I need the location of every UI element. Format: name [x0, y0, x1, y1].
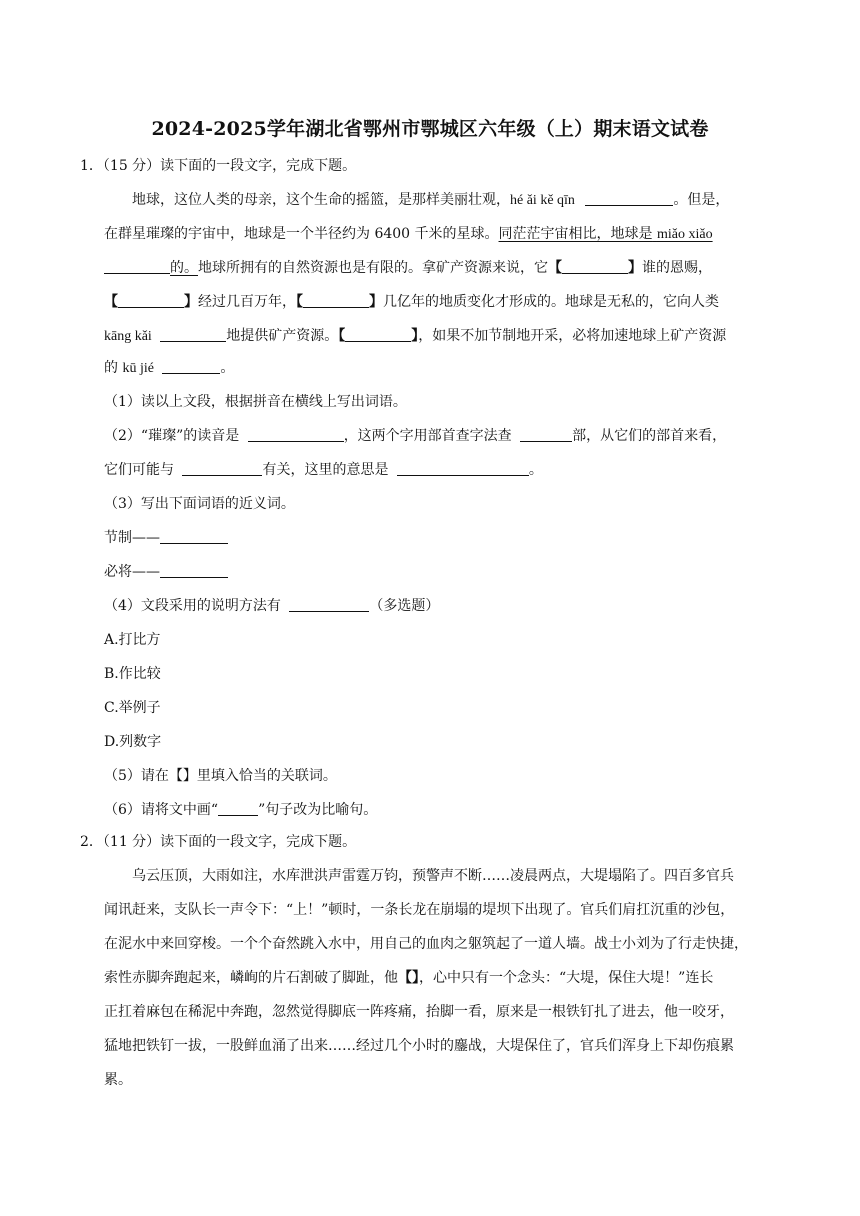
conjunction-blank[interactable] — [303, 292, 369, 308]
bracket-close: 】 — [628, 260, 642, 276]
sub-question-2 — [104, 426, 726, 446]
passage-text: ，如果不加节制地开采，必将加速地球上矿产资源 — [418, 328, 727, 344]
bracket-open: 【 — [296, 294, 303, 310]
bracket-close: 】 — [369, 294, 383, 310]
question-text: ”句子改为比喻句。 — [258, 802, 378, 818]
passage-line: 乌云压顶，大雨如注，水库泄洪声雷霆万钧，预警声不断……凌晨两点，大堤塌陷了。四百多官兵 — [132, 868, 734, 884]
bracket-close: 】 — [411, 328, 419, 344]
conjunction-blank[interactable] — [562, 258, 628, 274]
pinyin-prompt: kāng kǎi — [104, 329, 152, 344]
question-text: 有关，这里的意思是 — [262, 462, 389, 478]
passage-line: 闻讯赶来，支队长一声令下：“上！”顿时，一条长龙在崩塌的堤坝下出现了。官兵们肩扛沉重的沙包， — [104, 902, 735, 918]
synonym-item — [104, 528, 228, 548]
passage-text: 在群星璀璨的宇宙中，地球是一个半径约为 6400 千米的星球。 — [104, 226, 499, 242]
answer-blank[interactable] — [182, 460, 262, 476]
option-a[interactable]: A.打比方 — [104, 632, 161, 648]
fill-bracket[interactable]: 【】 — [398, 970, 419, 986]
sub-question-1: （1）读以上文段，根据拼音在横线上写出词语。 — [104, 394, 407, 410]
pinyin-prompt: kū jié — [122, 361, 154, 376]
passage-line — [104, 968, 713, 988]
conjunction-blank[interactable] — [345, 326, 411, 342]
sub-question-2-cont — [104, 460, 543, 480]
passage-line: 猛地把铁钉一拔，一股鲜血涌了出来……经过几个小时的鏖战，大堤保住了，官兵们浑身上下却伤痕累 — [104, 1038, 734, 1054]
answer-blank[interactable] — [397, 460, 529, 476]
answer-blank[interactable] — [585, 190, 673, 206]
passage-text: 几亿年的地质变化才形成的。地球是无私的，它向人类 — [383, 294, 719, 310]
passage-text: ，心中只有一个念头：“大堤，保住大堤！”连长 — [419, 970, 714, 986]
passage-line — [104, 258, 712, 278]
passage-text: 谁的恩赐， — [642, 260, 712, 276]
sub-question-6 — [104, 800, 377, 820]
answer-blank[interactable] — [160, 562, 228, 578]
answer-blank[interactable] — [160, 528, 228, 544]
answer-blank[interactable] — [162, 358, 220, 374]
option-c[interactable]: C.举例子 — [104, 700, 161, 716]
passage-line: 正扛着麻包在稀泥中奔跑，忽然觉得脚底一阵疼痛，抬脚一看，原来是一根铁钉扎了进去，他一咬牙， — [104, 1004, 734, 1020]
bracket-open: 【 — [338, 328, 346, 344]
passage-line — [132, 190, 729, 211]
underlined-text: 的。 — [170, 260, 198, 276]
bracket-close: 】 — [184, 294, 198, 310]
passage-text: 经过几百万年， — [198, 294, 296, 310]
passage-line: 在泥水中来回穿梭。一个个奋然跳入水中，用自己的血肉之躯筑起了一道人墙。战士小刘为了行走快捷， — [104, 936, 748, 952]
question-text: 。 — [528, 462, 543, 478]
question-1-header — [80, 156, 356, 176]
question-number: 1． — [80, 158, 103, 174]
question-text: 部，从它们的部首来看， — [572, 428, 727, 444]
pinyin-prompt: hé ǎi kě qīn — [510, 193, 575, 208]
underlined-sentence — [499, 226, 713, 242]
sub-question-5: （5）请在【】里填入恰当的关联词。 — [104, 768, 337, 784]
question-text: （2）“璀璨”的读音是 — [104, 428, 240, 444]
bracket-open: 【 — [104, 294, 118, 310]
answer-blank[interactable] — [289, 596, 369, 612]
passage-text: 的 — [104, 360, 118, 376]
option-b[interactable]: B.作比较 — [104, 666, 161, 682]
passage-line — [104, 326, 726, 347]
question-text: （6）请将文中画“ — [104, 802, 219, 818]
passage-text: 索性赤脚奔跑起来，嶙峋的片石割破了脚趾，他 — [104, 970, 398, 986]
question-instruction: （11 分）读下面的一段文字，完成下题。 — [102, 834, 357, 850]
passage-text: 地提供矿产资源。 — [226, 328, 339, 344]
answer-blank[interactable] — [104, 258, 170, 274]
sub-question-4 — [104, 596, 439, 616]
question-text: （多选题） — [369, 598, 440, 614]
answer-blank[interactable] — [248, 426, 344, 442]
underlined-text: 同茫茫宇宙相比，地球是 — [498, 226, 653, 242]
question-text: 它们可能与 — [104, 462, 174, 478]
option-d[interactable]: D.列数字 — [104, 734, 162, 750]
question-2-header — [80, 832, 356, 852]
question-text: （4）文段采用的说明方法有 — [104, 598, 281, 614]
conjunction-blank[interactable] — [118, 292, 184, 308]
answer-blank[interactable] — [160, 326, 226, 342]
passage-text: 地球，这位人类的母亲，这个生命的摇篮，是那样美丽壮观， — [132, 192, 510, 208]
pinyin-prompt: miǎo xiǎo — [656, 227, 713, 242]
passage-text: 。 — [220, 360, 235, 376]
bracket-open: 【 — [548, 260, 562, 276]
passage-text: 地球所拥有的自然资源也是有限的。拿矿产资源来说，它 — [198, 260, 548, 276]
sub-question-3: （3）写出下面词语的近义词。 — [104, 496, 295, 512]
passage-text: 。但是， — [673, 192, 730, 208]
synonym-item — [104, 562, 228, 582]
synonym-label: 节制—— — [104, 530, 160, 546]
synonym-label: 必将—— — [104, 564, 160, 580]
passage-line — [104, 292, 719, 312]
passage-line: 累。 — [104, 1072, 132, 1088]
question-text: ，这两个字用部首查字法查 — [343, 428, 512, 444]
answer-blank[interactable] — [520, 426, 572, 442]
passage-line — [104, 358, 234, 379]
question-number: 2． — [80, 834, 103, 850]
reference-blank — [218, 800, 258, 816]
page-title: 2024-2025学年湖北省鄂州市鄂城区六年级（上）期末语文试卷 — [151, 118, 709, 140]
question-instruction: （15 分）读下面的一段文字，完成下题。 — [102, 158, 357, 174]
passage-line — [104, 224, 713, 245]
